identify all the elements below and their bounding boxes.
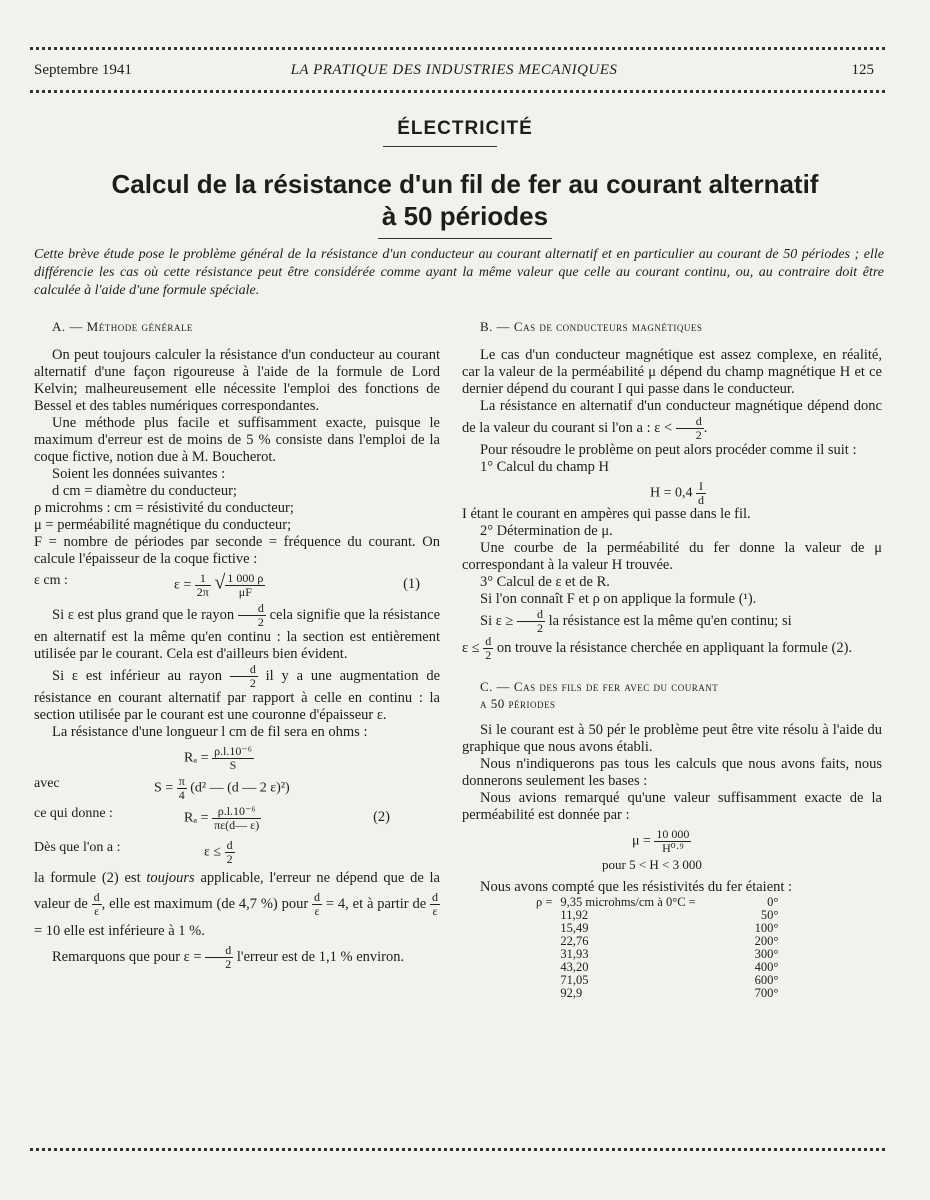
equation-mu: μ = $\frac{10 000}{\text{H⁰·⁹}}$ [632,827,690,856]
rho-label [532,948,556,961]
section-title: ÉLECTRICITÉ [397,118,533,139]
paragraph: Le cas d'un conducteur magnétique est assez complexe, en réalité, car la valeur de la perméabilité μ dépend du champ magnétique H et ce dernier dépend du courant I qui passe dans le conducteur. [462,347,882,397]
title-line-2: à 50 périodes [381,201,549,231]
resistivity-value: 31,93 [560,947,589,962]
header-dotted-rule [30,90,885,93]
temperature-value: 600° [754,973,779,988]
page-number: 125 [851,62,874,78]
rho-label: ρ = [536,895,553,910]
paragraph: Si ε est plus grand que le rayon $\frac{d}{2}$ cela signifie que la résistance en alternatif est la même qu'en continu : la section est entièrement utilisée par le courant. Cela est d'ailleurs bien évident. [34,601,441,662]
equation-2: ce qui donne : Rₐ = $\frac{\text{ρ.l.10⁻⁶}}{\pi\varepsilon(d— \varepsilon)}$ (2) [34,804,390,832]
table-row [532,987,782,1000]
paragraph: Nous n'indiquerons pas tous les calculs que nous avons faits, nous donnerons seulement les bases : [462,756,882,790]
paragraph: Nous avions remarqué qu'une valeur suffisamment exacte de la perméabilité est donnée par : [462,790,882,824]
bottom-dotted-rule [30,1148,885,1151]
temperature-value: 0° [767,895,779,910]
resistivity-value: 92,9 [560,986,583,1001]
top-dotted-rule [30,47,885,50]
rho-label [532,909,556,922]
paragraph: Soient les données suivantes : [52,466,226,482]
resistivity-table [532,896,782,1000]
rho-label [532,961,556,974]
definition: μ = perméabilité magnétique du conducteur; [34,517,292,533]
equation-condition: Dès que l'on a : ε ≤ $\frac{d}{2}$ [34,838,233,866]
paragraph: La résistance d'une longueur l cm de fil sera en ohms : [52,724,368,740]
definition: ρ microhms : cm = résistivité du conducteur; [34,500,294,516]
paragraph: la formule (2) est toujours applicable, l'erreur ne dépend que de la valeur de $\frac{d}{\varepsilon}$ , elle est maximum (de 4,7 %) pour $\frac{d}{\varepsilon}$ = 4, et à partir de $\frac{d}{\varepsilon}$ = 10 elle est inférieure à 1 %. [34,870,440,940]
temperature-value: 400° [754,960,779,975]
temperature-value: 700° [754,986,779,1001]
paragraph: Une courbe de la perméabilité du fer donne la valeur de μ correspondant à la valeur H trouvée. [462,540,882,573]
paragraph: Pour résoudre le problème on peut alors procéder comme il suit : [480,442,857,458]
title-line-1: Calcul de la résistance d'un fil de fer au courant alternatif [111,169,819,199]
paragraph: I étant le courant en ampères qui passe dans le fil. [462,506,751,522]
journal-title: LA PRATIQUE DES INDUSTRIES MECANIQUES [290,62,618,78]
paragraph: Remarquons que pour ε = $\frac{d}{2}$ l'erreur est de 1,1 % environ. [52,943,405,972]
equation-s: avec S = $\frac{\pi}{4}$ (d² — (d — 2 ε)²) [34,774,290,802]
right-column [462,318,882,1000]
resistivity-value: 71,05 [560,973,589,988]
paragraph: Nous avons compté que les résistivités du fer étaient : [480,879,793,896]
definition: d cm = diamètre du conducteur; [52,483,237,499]
temperature-value: 300° [754,947,779,962]
resistivity-value: 11,92 [560,908,589,923]
abstract: Cette brève étude pose le problème général de la résistance d'un conducteur au courant alternatif et en particulier au courant de 50 périodes ; elle différencie les cas où cette résistance peut être considérée comme ayant la même valeur que celle au courant continu, ou, au contraire doit être calculée à l'aide d'une formule spéciale. [34,247,884,298]
section-underline [383,146,497,147]
step: 2° Détermination de μ. [480,523,613,539]
header-date: Septembre 1941 [34,62,132,78]
resistivity-value: 22,76 [560,934,589,949]
temperature-value: 100° [754,921,779,936]
rho-label [532,974,556,987]
temperature-value: 50° [760,908,779,923]
resistivity-value: 9,35 microhms/cm à 0°C = [560,895,696,910]
resistivity-value: 15,49 [560,921,589,936]
mu-range: pour 5 < H < 3 000 [602,857,702,873]
paragraph: La résistance en alternatif d'un conducteur magnétique dépend donc de la valeur du courant si l'on a : ε < $\frac{d}{2}$ . [462,398,882,442]
heading-c: C. — Cas des fils de fer avec du courant [480,679,719,695]
rho-label [532,935,556,948]
article-title [20,168,910,232]
heading-b: B. — Cas de conducteurs magnétiques [480,319,703,334]
left-column [34,318,440,971]
heading-c-line-2: a 50 périodes [480,696,556,712]
paragraph: Si l'on connaît F et ρ on applique la formule (¹). [480,591,757,607]
resistivity-value: 43,20 [560,960,589,975]
definition: F = nombre de périodes par seconde = fréquence du courant. On calcule l'épaisseur de la coque fictive : [34,534,440,567]
paragraph: On peut toujours calculer la résistance d'un conducteur au courant alternatif d'une façon rigoureuse à l'aide de la formule de Lord Kelvin; malheureusement elle nécessite l'emploi des fonctions de Bessel et des tables numériques correspondantes. [34,347,440,414]
paragraph: Si ε est inférieur au rayon $\frac{d}{2}$ il y a une augmentation de résistance en courant alternatif par rapport à celle en continu : la section utilisée par le courant est une couronne d'épaisseur ε. [34,662,441,723]
equation-1: ε cm : ε = $\frac{1}{2\pi}$ √ $\frac{1 000 \rho}{\mu F}$ (1) [34,571,420,599]
equation-h: H = 0,4 $\frac{I}{d}$ [650,479,705,507]
paragraph: Si le courant est à 50 pér le problème peut être vite résolu à l'aide du graphique que nous avons établi. [462,722,882,756]
rho-label [532,922,556,935]
equation-ra: Rₐ = $\frac{\text{ρ.l.10⁻⁶}}{S}$ [184,744,252,772]
heading-a: A. — Méthode générale [52,319,193,334]
temperature-value: 200° [754,934,779,949]
step: 3° Calcul de ε et de R. [480,574,610,590]
paragraph: Une méthode plus facile et suffisamment exacte, puisque le maximum d'erreur est de moins de 5 % consiste dans l'emploi de la coque fictive, notion due à M. Boucherot. [34,415,440,465]
title-underline [378,238,552,239]
rho-label [532,987,556,1000]
paragraph: ε ≤ $\frac{d}{2}$ on trouve la résistance cherchée en appliquant la formule (2). [462,634,853,663]
paragraph: Si ε ≥ $\frac{d}{2}$ la résistance est la même qu'en continu; si [480,607,792,636]
step: 1° Calcul du champ H [480,459,610,475]
